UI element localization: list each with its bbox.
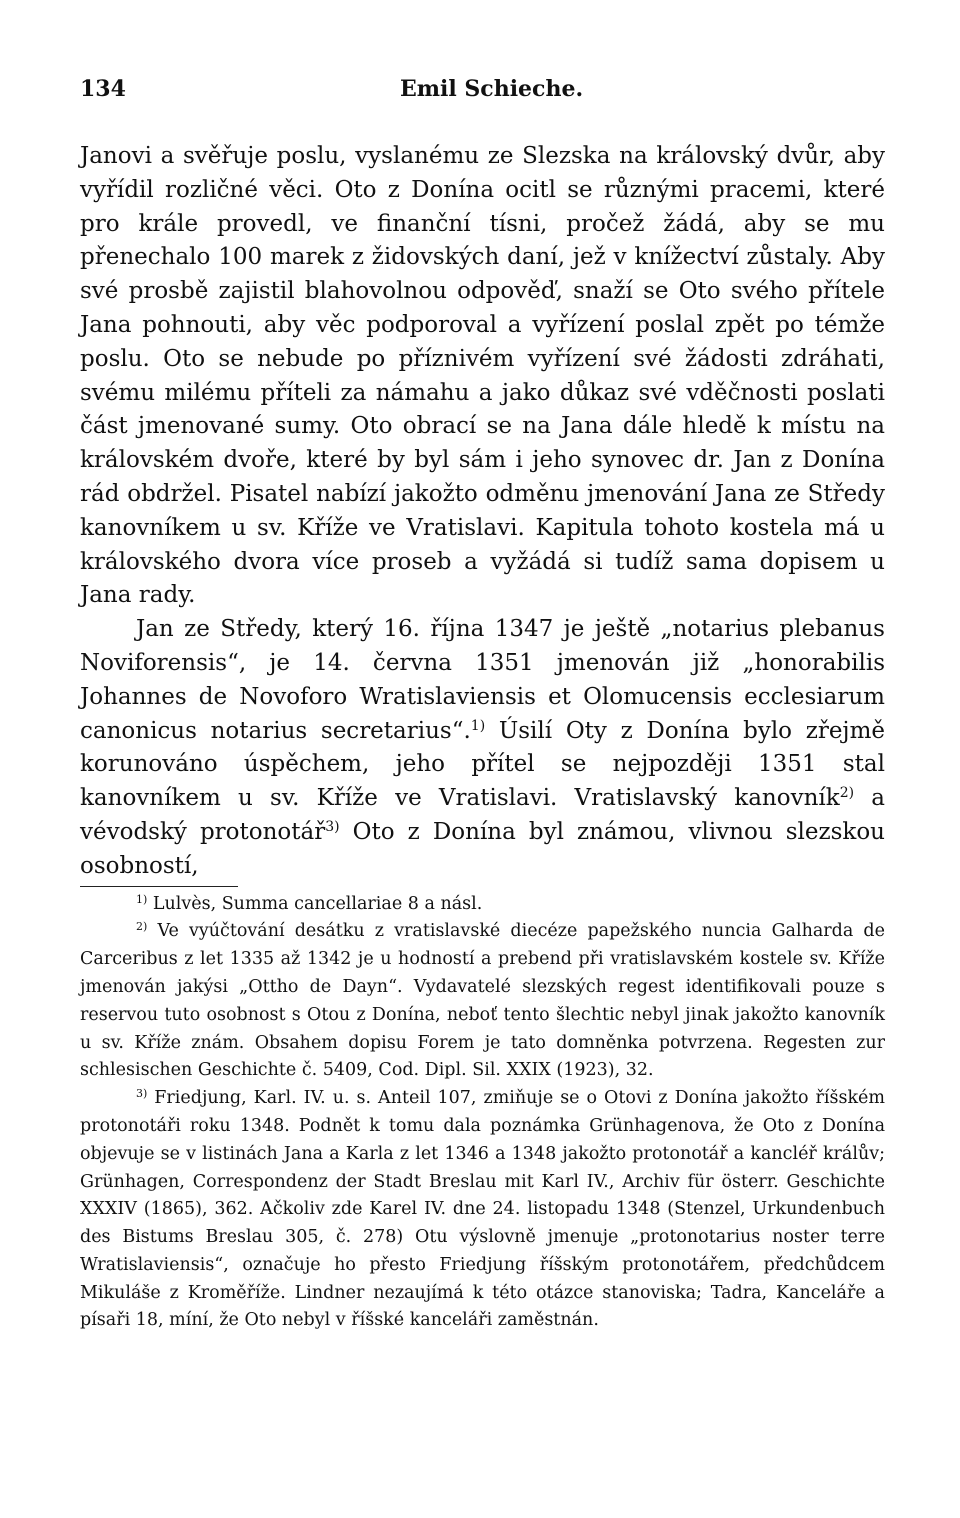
footnote-1-mark: 1) xyxy=(136,892,148,906)
footnote-2-mark: 2) xyxy=(136,920,148,934)
paragraph-2-part-a: Jan ze Středy, který 16. října 1347 je ještě „notarius plebanus Noviforensis“, je 14. června 1351 jmenován již „honorabilis Johannes de Novoforo Wratislaviensis et Olomucensis ecclesiarum canonicus notarius secretarius“. xyxy=(80,616,885,744)
footnote-ref-2: 2) xyxy=(839,785,855,802)
page-number: 134 xyxy=(80,76,126,102)
footnote-3-mark: 3) xyxy=(136,1087,148,1101)
footnote-ref-3: 3) xyxy=(325,818,340,835)
footnote-3-text: Friedjung, Karl. IV. u. s. Anteil 107, zmiňuje se o Otovi z Donína jakožto říšském protonotáři roku 1348. Podnět k tomu dala poznámka Grünhagenova, že Oto z Donína objevuje se v listinách Jana a Karla z let 1346 a 1348 jakožto protonotář a kancléř králův; Grünhagen, Correspondenz der Stadt Breslau mit Karl IV., Archiv für österr. Geschichte XXXIV (1865), 362. Ačkoliv zde Karel IV. dne 24. listopadu 1348 (Stenzel, Urkundenbuch des Bistums Breslau 305, č. 278) Otu výslovně jmenuje „protonotarius noster terre Wratislaviensis“, označuje ho přesto Friedjung říšským protonotářem, předchůdcem Mikuláše z Kroměříže. Lindner nezaujímá k této otázce stanoviska; Tadra, Kanceláře a písaři 18, míní, že Oto nebyl v říšské kanceláři zaměstnán. xyxy=(80,1088,885,1331)
footnote-3 xyxy=(80,1085,885,1335)
footnote-2-text: Ve vyúčtování desátku z vratislavské diecéze papežského nuncia Galharda de Carceribus z let 1335 až 1342 je u hodností a prebend při vratislavském kostele sv. Kříže jmenován jakýsi „Ottho de Dayn“. Vydavatelé slezských regest identifikovali pouze s reservou tuto osobnost s Otou z Donína, neboť tento šlechtic nebyl jinak jakožto kanovník u sv. Kříže znám. Obsahem dopisu Forem je tato domněnka potvrzena. Regesten zur schlesischen Geschichte č. 5409, Cod. Dipl. Sil. XXIX (1923), 32. xyxy=(80,921,885,1081)
footnote-ref-1: 1) xyxy=(470,717,486,734)
body-paragraph-1: Janovi a svěřuje poslu, vyslanému ze Slezska na královský dvůr, aby vyřídil rozličné věci. Oto z Donína ocitl se různými pracemi, které pro krále provedl, ve finanční tísni, pročež žádá, aby se mu přenechalo 100 marek z židovských daní, jež v knížectví zůstaly. Aby své prosbě zajistil blahovolnou odpověď, snaží se Oto svého přítele Jana pohnouti, aby věc podporoval a vyřízení poslal zpět po témže poslu. Oto se nebude po příznivém vyřízení své žádosti zdráhati, svému milému příteli za námahu a jako důkaz své vděčnosti poslati část jmenované sumy. Oto obrací se na Jana dále hledě k místu na královském dvoře, které by byl sám i jeho synovec dr. Jan z Donína rád obdržel. Pisatel nabízí jakožto odměnu jmenování Jana ze Středy kanovníkem u sv. Kříže ve Vratislavi. Kapitula tohoto kostela má u královského dvora více proseb a vyžádá si tudíž sama dopisem u Jana rady. xyxy=(80,143,885,609)
footnote-1 xyxy=(80,891,885,919)
paragraph-2-part-b: Úsilí Oty z Donína bylo zřejmě korunováno úspěchem, jeho přítel se nejpozději 1351 stal kanovníkem u sv. Kříže ve Vratislavi. Vratislavský kanovník xyxy=(80,717,885,812)
footnotes xyxy=(80,891,885,1336)
footnote-separator xyxy=(80,886,238,887)
paragraph-2-part-c: a vévodský protonotář xyxy=(80,785,885,845)
main-text xyxy=(80,140,885,884)
footnote-1-text: Lulvès, Summa cancellariae 8 a násl. xyxy=(147,893,483,914)
footnote-2 xyxy=(80,918,885,1085)
running-title: Emil Schieche. xyxy=(400,76,584,102)
book-page xyxy=(80,76,885,1335)
body-paragraph-2 xyxy=(80,613,885,883)
page-header xyxy=(80,76,885,116)
paragraph-2-part-d: Oto z Donína byl známou, vlivnou slezskou osobností, xyxy=(80,818,885,879)
